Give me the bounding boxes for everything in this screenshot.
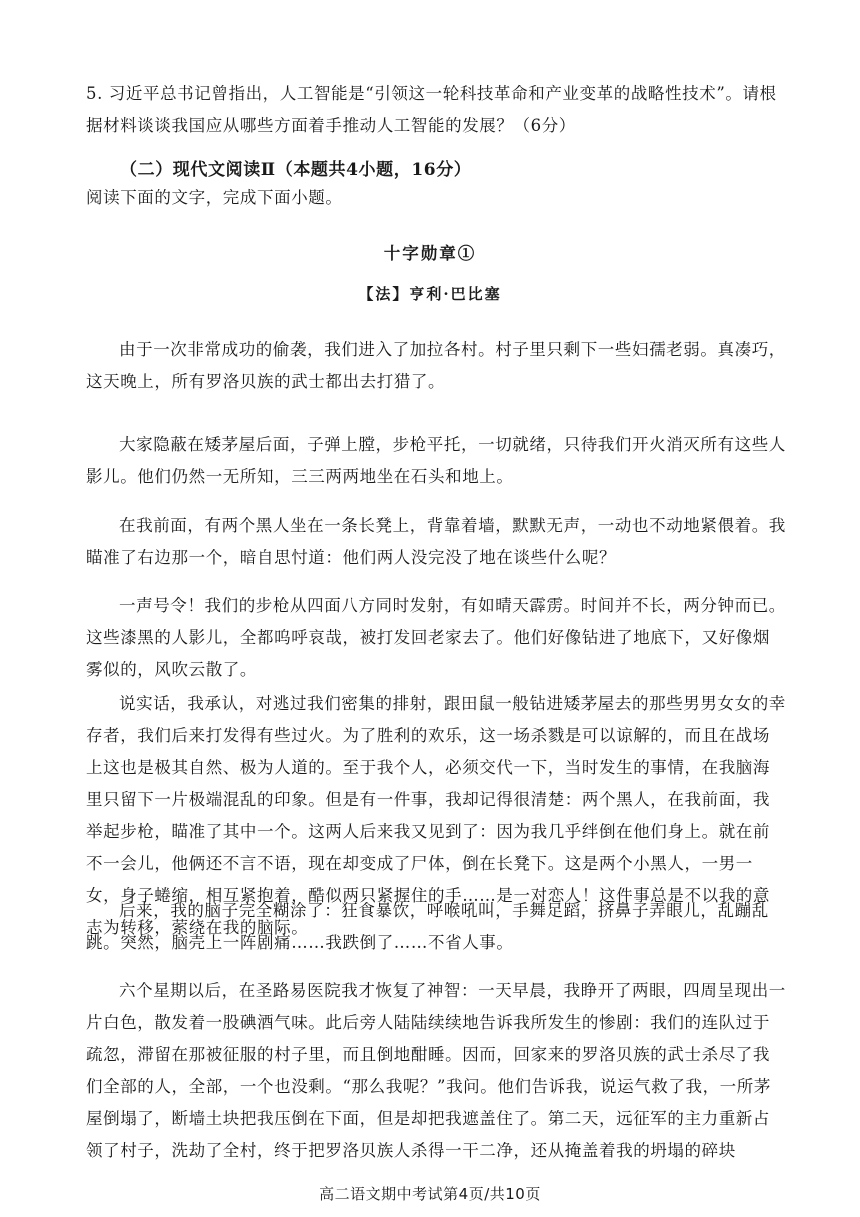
section-heading: （二）现代文阅读Ⅱ（本题共4小题，16分）: [120, 160, 472, 180]
reading-instruction: 阅读下面的文字，完成下面小题。: [86, 188, 343, 207]
story-author: 【法】亨利·巴比塞: [358, 285, 502, 303]
paragraph-2: 大家隐蔽在矮茅屋后面，子弹上膛，步枪平托，一切就绪，只待我们开火消灭所有这些人影儿。他们仍然一无所知，三三两两地坐在石头和地上。: [86, 435, 786, 486]
paragraph-6: 后来，我的脑子完全糊涂了：狂食暴饮，呼喉吼叫，手舞足蹈，挤鼻子弄眼儿，乱蹦乱跳。突然，脑壳上一阵剧痛……我跌倒了……不省人事。: [86, 901, 769, 952]
paragraph-3: 在我前面，有两个黑人坐在一条长凳上，背靠着墙，默默无声，一动也不动地紧偎着。我瞄准了右边那一个，暗自思忖道：他们两人没完没了地在谈些什么呢？: [86, 516, 786, 567]
page-footer: 高二语文期中考试第4页/共10页: [319, 1185, 541, 1203]
story-title: 十字勋章①: [383, 244, 477, 263]
paragraph-4: 一声号令！我们的步枪从四面八方同时发射，有如晴天霹雳。时间并不长，两分钟而已。这些漆黑的人影儿，全都呜呼哀哉，被打发回老家去了。他们好像钻进了地底下，又好像烟雾似的，风吹云散了。: [86, 596, 786, 679]
paragraph-1: 由于一次非常成功的偷袭，我们进入了加拉各村。村子里只剩下一些妇孺老弱。真凑巧，这天晚上，所有罗洛贝族的武士都出去打猎了。: [86, 340, 786, 391]
paragraph-7: 六个星期以后，在圣路易医院我才恢复了神智：一天早晨，我睁开了两眼，四周呈现出一片白色，散发着一股碘酒气味。此后旁人陆陆续续地告诉我所发生的惨剧：我们的连队过于疏忽，滞留在那被征服的村子里，而且倒地酣睡。因而，回家来的罗洛贝族的武士杀尽了我们全部的人，全部，一个也没剩。“那么我呢？”我问。他们告诉我，说运气救了我，一所茅屋倒塌了，断墙土块把我压倒在下面，但是却把我遮盖住了。第二天，远征军的主力重新占领了村子，洗劫了全村，终于把罗洛贝族人杀得一干二净，还从掩盖着我的坍塌的碎块: [86, 981, 786, 1160]
paragraph-5: 说实话，我承认，对逃过我们密集的排射，跟田鼠一般钻进矮茅屋去的那些男男女女的幸存者，我们后来打发得有些过火。为了胜利的欢乐，这一场杀戮是可以谅解的，而且在战场上这也是极其自然、极为人道的。至于我个人，必须交代一下，当时发生的事情，在我脑海里只留下一片极端混乱的印象。但是有一件事，我却记得很清楚：两个黑人，在我前面，我举起步枪，瞄准了其中一个。这两人后来我又见到了：因为我几乎绊倒在他们身上。就在前不一会儿，他俩还不言不语，现在却变成了尸体，倒在长凳下。这是两个小黑人，一男一女，身子蜷缩，相互紧抱着，酷似两只紧握住的手……是一对恋人！这件事总是不以我的意志为转移，萦绕在我的脑际。: [86, 694, 786, 937]
question-5: 5. 习近平总书记曾指出，人工智能是“引领这一轮科技革命和产业变革的战略性技术”。请根据材料谈谈我国应从哪些方面着手推动人工智能的发展？（6分）: [86, 84, 777, 135]
